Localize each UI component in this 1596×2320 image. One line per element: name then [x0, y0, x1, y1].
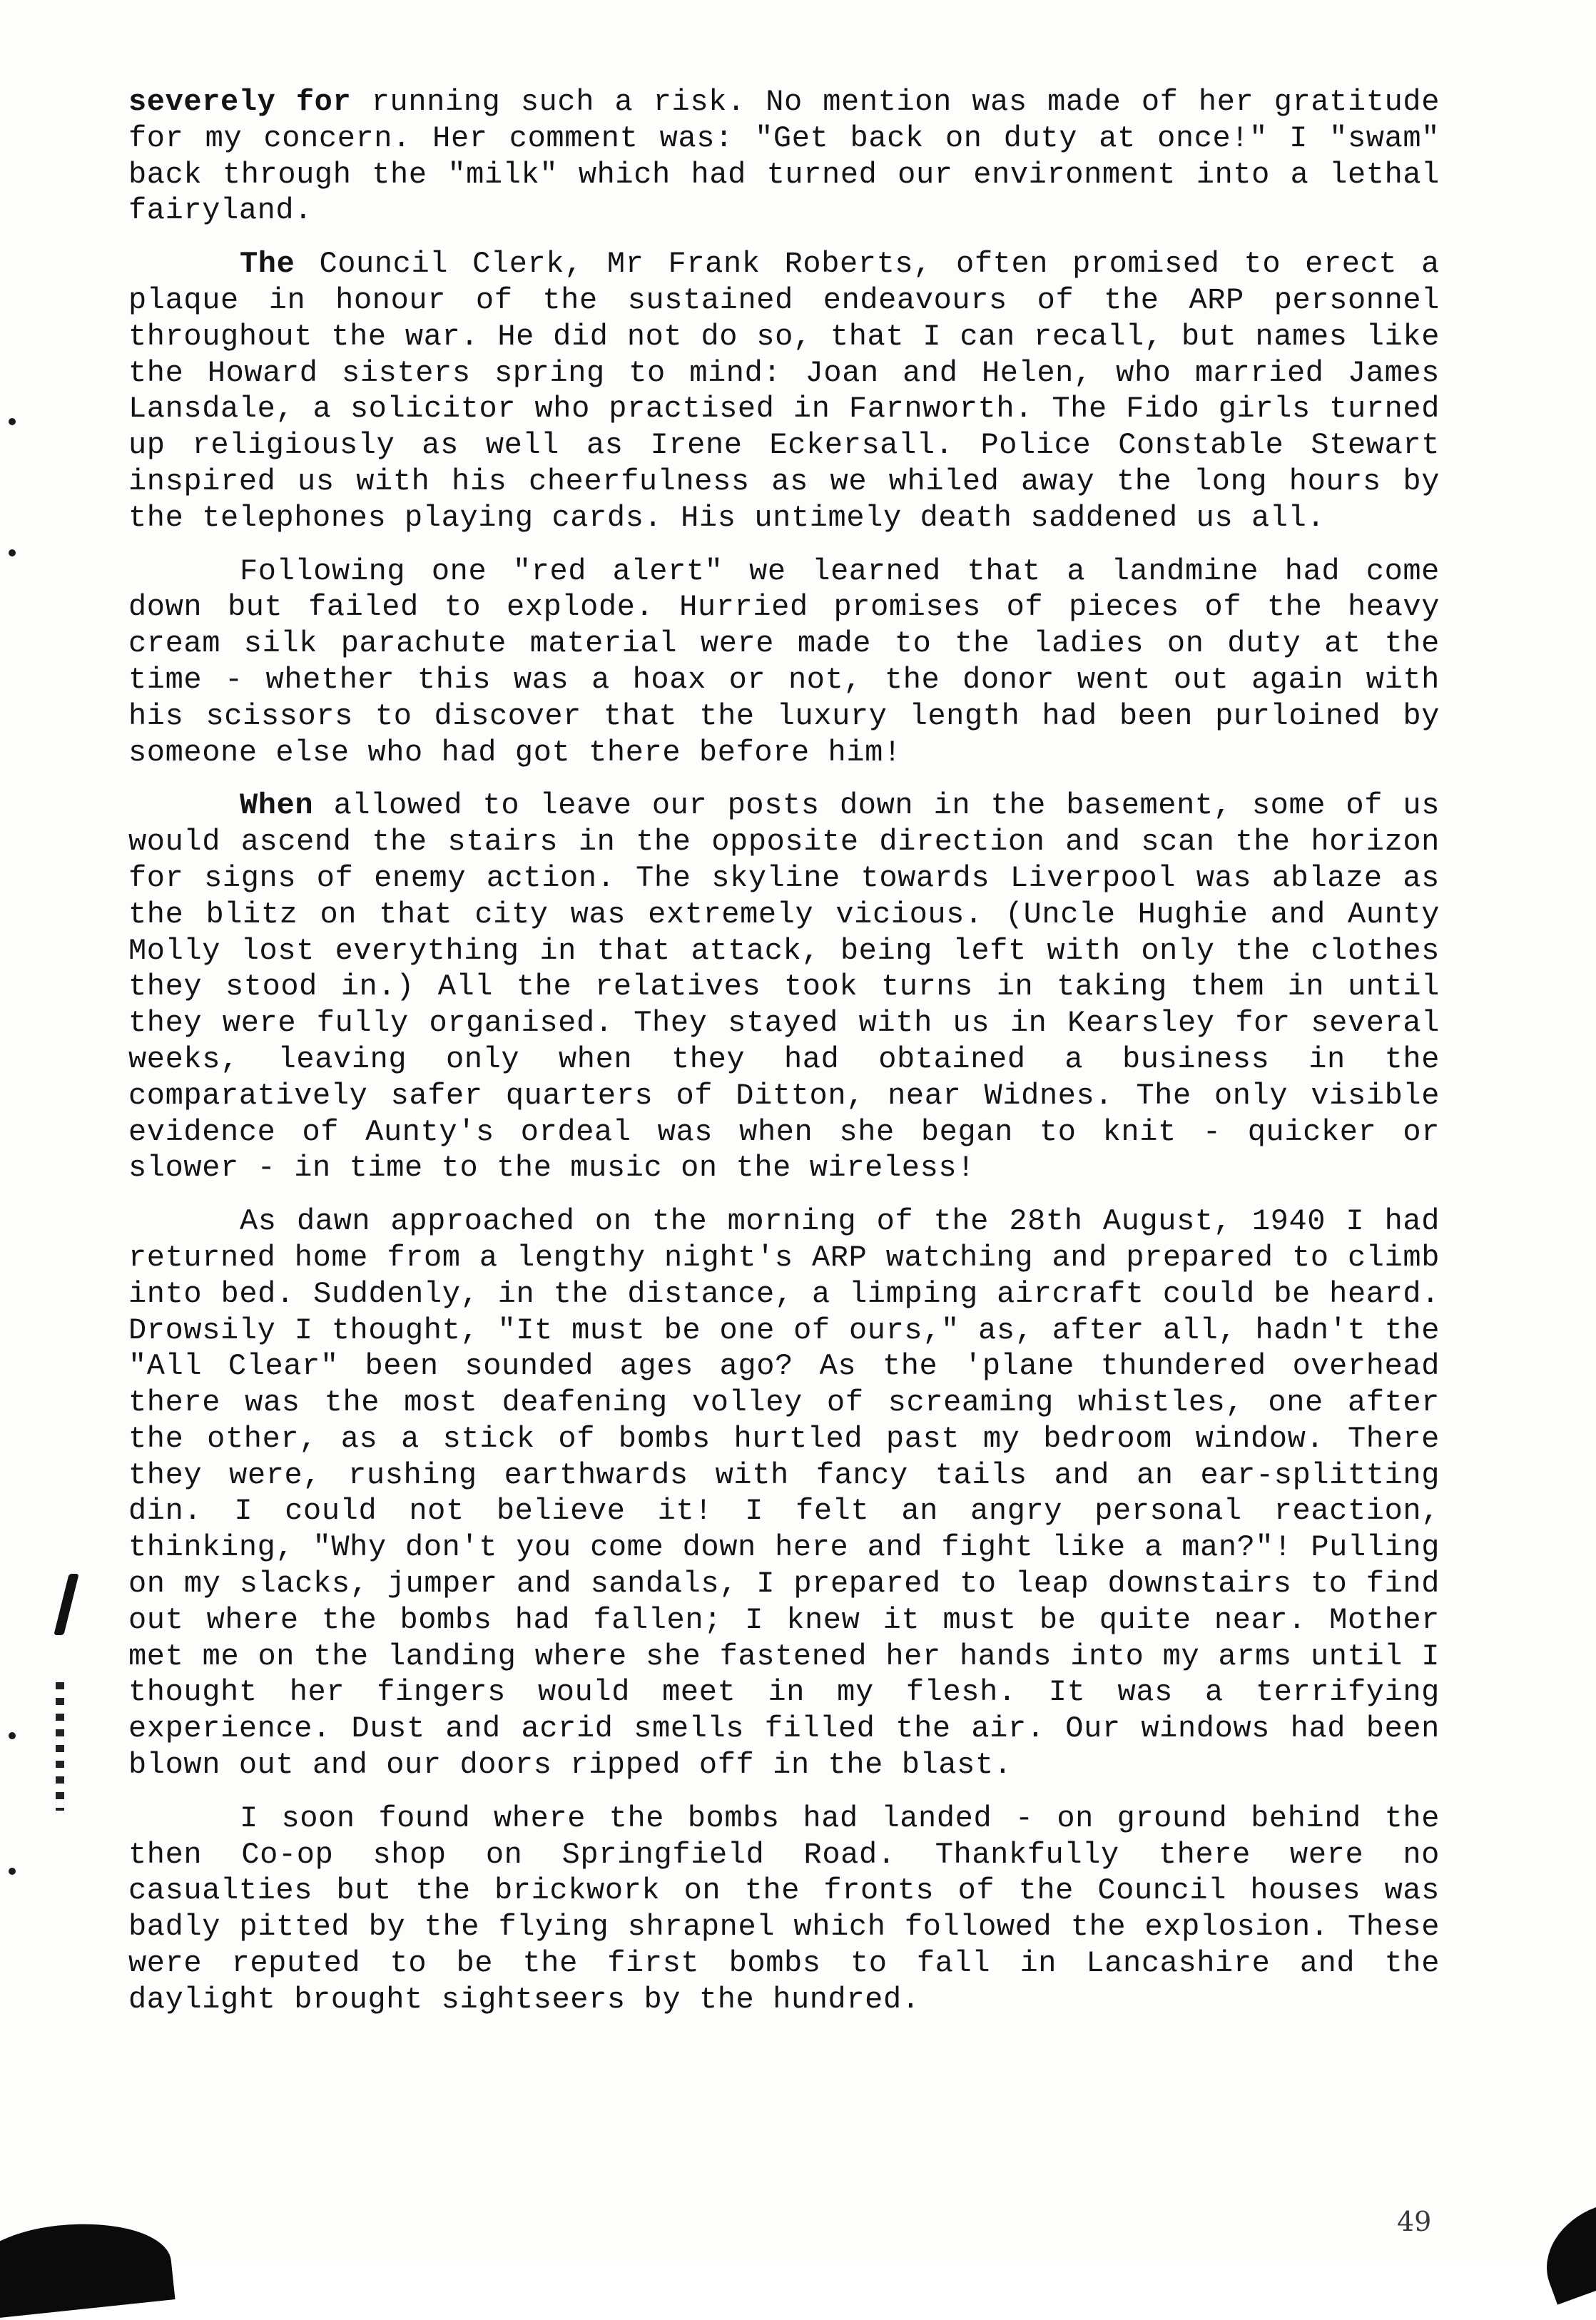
scan-shadow-right	[1530, 2197, 1596, 2304]
paragraph-1-body: running such a risk. No mention was made of her gratitude for my concern. Her comment was: "Get back on duty at once!" I "swam" back through the "milk" which had turned our environment into a lethal fairyland.	[128, 85, 1440, 228]
body-text	[128, 84, 1440, 2018]
page-number: 49	[1397, 2206, 1432, 2237]
paragraph-1-lead: severely for	[128, 85, 352, 119]
paragraph-2-body: Council Clerk, Mr Frank Roberts, often promised to erect a plaque in honour of the sustained endeavours of the ARP personnel throughout the war. He did not do so, that I can recall, but names like the Howard sisters spring to mind: Joan and Helen, who married James Lansdale, a solicitor who practised in Farnworth. The Fido girls turned up religiously as well as Irene Eckersall. Police Constable Stewart inspired us with his cheerfulness as we whiled away the long hours by the telephones playing cards. His untimely death saddened us all.	[128, 247, 1440, 535]
margin-dot	[9, 418, 16, 425]
scan-shadow-left	[0, 2214, 176, 2320]
margin-ink-mark	[54, 1574, 78, 1635]
paragraph-4-lead: When	[240, 788, 314, 823]
margin-dot	[9, 549, 16, 556]
paragraph-3	[128, 554, 1440, 771]
paragraph-6-body: I soon found where the bombs had landed - on ground behind the then Co-op shop on Springfield Road. Thankfully there were no casualties but the brickwork on the fronts of the Council houses was badly pitted by the flying shrapnel which followed the explosion. These were reputed to be the first bombs to fall in Lancashire and the daylight brought sightseers by the hundred.	[128, 1801, 1440, 2017]
paragraph-2-lead: The	[240, 247, 295, 282]
margin-dot	[9, 1732, 16, 1739]
paragraph-5-body: As dawn approached on the morning of the 28th August, 1940 I had returned home from a lengthy night's ARP watching and prepared to climb into bed. Suddenly, in the distance, a limping aircraft could be heard. Drowsily I thought, "It must be one of ours," as, after all, hadn't the "All Clear" been sounded ages ago? As the 'plane thundered overhead there was the most deafening volley of screaming whistles, one after the other, as a stick of bombs hurtled past my bedroom window. There they were, rushing earthwards with fancy tails and an ear-splitting din. I could not believe it! I felt an angry personal reaction, thinking, "Why don't you come down here and fight like a man?"! Pulling on my slacks, jumper and sandals, I prepared to leap downstairs to find out where the bombs had fallen; I knew it must be quite near. Mother met me on the landing where she fastened her hands into my arms until I thought her fingers would meet in my flesh. It was a terrifying experience. Dust and acrid smells filled the air. Our windows had been blown out and our doors ripped off in the blast.	[128, 1204, 1440, 1783]
paragraph-5	[128, 1204, 1440, 1784]
margin-dot	[9, 1868, 16, 1875]
paragraph-2	[128, 246, 1440, 536]
paragraph-4	[128, 788, 1440, 1186]
paragraph-6	[128, 1801, 1440, 2018]
paragraph-4-body: allowed to leave our posts down in the basement, some of us would ascend the stairs in the opposite direction and scan the horizon for signs of enemy action. The skyline towards Liverpool was ablaze as the blitz on that city was extremely vicious. (Uncle Hughie and Aunty Molly lost everything in that attack, being left with only the clothes they stood in.) All the relatives took turns in taking them in until they were fully organised. They stayed with us in Kearsley for several weeks, leaving only when they had obtained a business in the comparatively safer quarters of Ditton, near Widnes. The only visible evidence of Aunty's ordeal was when she began to knit - quicker or slower - in time to the music on the wireless!	[128, 788, 1440, 1186]
paragraph-3-body: Following one "red alert" we learned that a landmine had come down but failed to explode. Hurried promises of pieces of the heavy cream silk parachute material were made to the ladies on duty at the time - whether this was a hoax or not, the donor went out again with his scissors to discover that the luxury length had been purloined by someone else who had got there before him!	[128, 554, 1440, 770]
paragraph-1	[128, 84, 1440, 229]
margin-ink-squiggle	[56, 1682, 64, 1811]
